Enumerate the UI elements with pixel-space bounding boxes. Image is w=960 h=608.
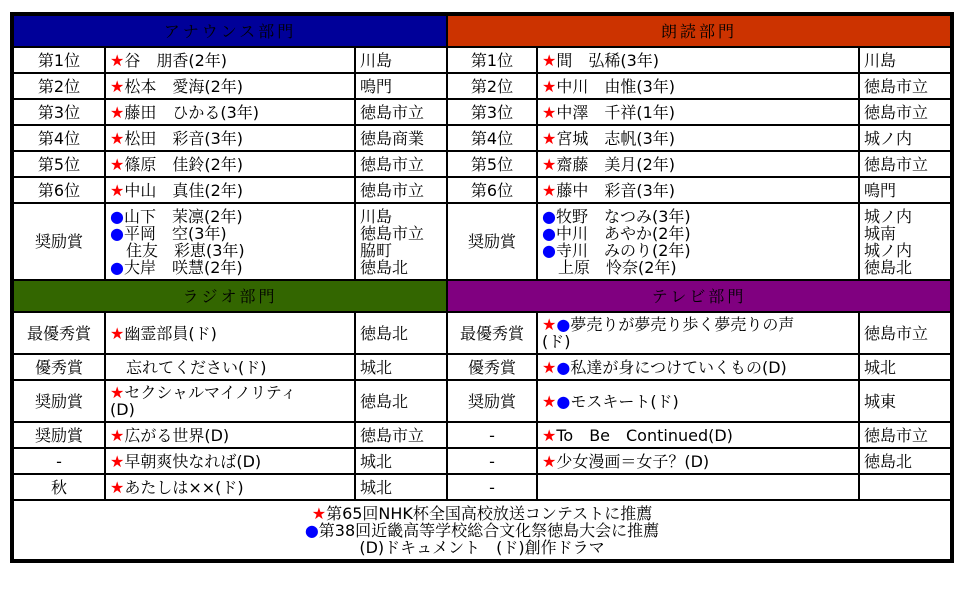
star-icon: ★ (542, 76, 557, 96)
rank-label: - (12, 448, 105, 474)
entry-cell (105, 380, 355, 422)
rank-label: 第5位 (447, 151, 537, 177)
rank-label: 第6位 (447, 177, 537, 203)
school-name: 徳島市立 (859, 151, 952, 177)
dot-icon: ● (556, 315, 571, 334)
school-name: 徳島市立 (859, 312, 952, 354)
school-name: 城ノ内 (859, 125, 952, 151)
star-icon: ★ (311, 503, 327, 523)
rank-label: - (447, 448, 537, 474)
school-cell (859, 203, 952, 280)
entrant-name: 谷 朋香(2年) (124, 50, 228, 70)
entry-cell (537, 47, 859, 73)
school-name: 徳島市立 (355, 177, 447, 203)
entry-cell (105, 203, 355, 280)
rank-label: 優秀賞 (12, 354, 105, 380)
star-icon: ★ (110, 180, 125, 200)
entry-cell (537, 380, 859, 422)
work-title: セクシャルマイノリティ (124, 383, 297, 402)
school-name: 徳島北 (859, 448, 952, 474)
star-icon: ★ (542, 102, 557, 122)
school-name: 徳島市立 (859, 422, 952, 448)
school-name: 鳴門 (355, 73, 447, 99)
entry-cell (105, 151, 355, 177)
work-title: モスキート(ド) (570, 391, 679, 411)
entrant-name: 宮城 志帆(3年) (556, 128, 676, 148)
star-icon: ★ (110, 425, 125, 445)
rank-label: - (447, 422, 537, 448)
school-name: 徳島市立 (355, 151, 447, 177)
work-title: 幽霊部員(ド) (124, 323, 217, 343)
entry-cell (105, 354, 355, 380)
entry-cell (105, 448, 355, 474)
entrant-name: 中川 由惟(3年) (556, 76, 676, 96)
school-name: 徳島市立 (859, 73, 952, 99)
star-icon: ★ (110, 323, 125, 343)
rank-label: 第5位 (12, 151, 105, 177)
entrant-name: 住友 彩恵(3年) (126, 240, 245, 260)
work-title: 私達が身につけていくもの(D) (570, 357, 787, 377)
entry-cell (537, 448, 859, 474)
dot-icon: ● (110, 257, 124, 277)
school-name: 川島 (859, 47, 952, 73)
work-title-suffix: (D) (110, 400, 135, 419)
entry-cell (537, 125, 859, 151)
dot-icon: ● (304, 520, 319, 540)
star-icon: ★ (542, 50, 557, 70)
star-icon: ★ (542, 357, 557, 377)
star-icon: ★ (542, 180, 557, 200)
star-icon: ★ (542, 128, 557, 148)
school-cell (355, 203, 447, 280)
rank-label: 奨励賞 (447, 203, 537, 280)
star-icon: ★ (542, 315, 557, 334)
entrant-name: 平岡 空(3年) (123, 223, 227, 243)
rank-label: 奨励賞 (447, 380, 537, 422)
rank-label: 秋 (12, 474, 105, 500)
table-row (12, 99, 952, 125)
entrant-name: 中澤 千祥(1年) (556, 102, 676, 122)
school-name: 徳島北 (360, 257, 409, 277)
school-name (859, 474, 952, 500)
rank-label: 第4位 (12, 125, 105, 151)
school-name: 川島 (355, 47, 447, 73)
school-name: 脇町 (360, 240, 393, 260)
entry-cell (537, 354, 859, 380)
star-icon: ★ (110, 154, 125, 174)
entrant-name: 間 弘稀(3年) (556, 50, 660, 70)
table-row-encouragement (12, 203, 952, 280)
rank-label: 最優秀賞 (12, 312, 105, 354)
entry-cell (537, 99, 859, 125)
school-name: 徳島商業 (355, 125, 447, 151)
school-name: 城北 (355, 448, 447, 474)
entry-cell (105, 99, 355, 125)
star-icon: ★ (542, 425, 557, 445)
dot-icon: ● (110, 206, 124, 226)
rank-label: 第1位 (447, 47, 537, 73)
entry-cell (537, 474, 859, 500)
entry-cell (105, 474, 355, 500)
work-title: 少女漫画＝女子？(D) (556, 451, 710, 471)
rank-label: 最優秀賞 (447, 312, 537, 354)
school-name: 城北 (859, 354, 952, 380)
star-icon: ★ (542, 451, 557, 471)
star-icon: ★ (110, 383, 125, 402)
entry-cell (537, 422, 859, 448)
entrant-name: 上原 怜奈(2年) (558, 257, 677, 277)
entrant-name: 松田 彩音(3年) (124, 128, 244, 148)
star-icon: ★ (110, 76, 125, 96)
entrant-name: 松本 愛海(2年) (124, 76, 244, 96)
school-name: 川島 (360, 206, 393, 226)
entry-cell (537, 151, 859, 177)
school-name: 鳴門 (859, 177, 952, 203)
rank-label: 第2位 (447, 73, 537, 99)
section-header-reading: 朗読部門 (447, 14, 952, 47)
rank-label: 第3位 (12, 99, 105, 125)
work-title: 忘れてください(ド) (126, 357, 267, 377)
rank-label: 第6位 (12, 177, 105, 203)
dot-icon: ● (110, 223, 124, 243)
entrant-name: 篠原 佳鈴(2年) (124, 154, 244, 174)
work-title-suffix: (ド) (542, 332, 571, 351)
entrant-name: 藤田 ひかる(3年) (124, 102, 260, 122)
table-row (12, 151, 952, 177)
legend-abbrev-text: (D)ドキュメント (ド)創作ドラマ (359, 537, 605, 557)
dot-icon: ● (542, 240, 556, 260)
results-table (10, 12, 954, 563)
star-icon: ★ (110, 50, 125, 70)
rank-label: 第3位 (447, 99, 537, 125)
star-icon: ★ (110, 451, 125, 471)
entrant-name: 山下 茉凛(2年) (123, 206, 243, 226)
entry-cell (105, 125, 355, 151)
legend-star-text: 第65回NHK杯全国高校放送コンテストに推薦 (326, 503, 653, 523)
section-header-radio: ラジオ部門 (12, 280, 447, 312)
entrant-name: 中山 真佳(2年) (124, 180, 244, 200)
rank-label: 第4位 (447, 125, 537, 151)
school-name: 徳島市立 (355, 99, 447, 125)
star-icon: ★ (110, 102, 125, 122)
school-name: 城ノ内 (864, 240, 913, 260)
rank-label: 奨励賞 (12, 203, 105, 280)
work-title: あたしは××(ド) (124, 477, 244, 497)
star-icon: ★ (110, 477, 125, 497)
entry-cell (537, 203, 859, 280)
school-name: 徳島市立 (355, 422, 447, 448)
dot-icon: ● (542, 206, 556, 226)
star-icon: ★ (110, 128, 125, 148)
work-title: To Be Continued(D) (556, 425, 733, 445)
rank-label: - (447, 474, 537, 500)
entry-cell (105, 47, 355, 73)
entry-cell (537, 73, 859, 99)
school-name: 徳島市立 (859, 99, 952, 125)
entrant-name: 寺川 みのり(2年) (555, 240, 691, 260)
school-name: 徳島市立 (360, 223, 425, 243)
entrant-name: 齋藤 美月(2年) (556, 154, 676, 174)
entry-cell (105, 73, 355, 99)
work-title: 夢売りが夢売り歩く夢売りの声 (570, 315, 795, 334)
entrant-name: 大岸 咲慧(2年) (123, 257, 243, 277)
table-row (12, 422, 952, 448)
results-document (10, 12, 954, 563)
rank-label: 第2位 (12, 73, 105, 99)
school-name: 徳島北 (864, 257, 913, 277)
table-row (12, 354, 952, 380)
entry-cell (105, 422, 355, 448)
section-header-announce: アナウンス部門 (12, 14, 447, 47)
table-row (12, 73, 952, 99)
school-name: 徳島北 (355, 312, 447, 354)
legend-dot-text: 第38回近畿高等学校総合文化祭徳島大会に推薦 (318, 520, 660, 540)
school-name: 城北 (355, 474, 447, 500)
table-row (12, 474, 952, 500)
table-row (12, 380, 952, 422)
school-name: 城ノ内 (864, 206, 913, 226)
school-name: 城東 (859, 380, 952, 422)
rank-label: 奨励賞 (12, 380, 105, 422)
entry-cell (105, 177, 355, 203)
table-row (12, 312, 952, 354)
school-name: 城北 (355, 354, 447, 380)
entry-cell (537, 177, 859, 203)
entrant-name: 中川 あやか(2年) (555, 223, 691, 243)
table-row (12, 47, 952, 73)
dot-icon: ● (556, 391, 571, 411)
table-row (12, 177, 952, 203)
entry-cell (105, 312, 355, 354)
table-row (12, 125, 952, 151)
section-header-tv: テレビ部門 (447, 280, 952, 312)
dot-icon: ● (542, 223, 556, 243)
star-icon: ★ (542, 391, 557, 411)
rank-label: 優秀賞 (447, 354, 537, 380)
dot-icon: ● (556, 357, 571, 377)
school-name: 徳島北 (355, 380, 447, 422)
entrant-name: 牧野 なつみ(3年) (555, 206, 691, 226)
rank-label: 第1位 (12, 47, 105, 73)
rank-label: 奨励賞 (12, 422, 105, 448)
table-row (12, 448, 952, 474)
legend-notes (12, 500, 952, 561)
work-title: 早朝爽快なれば(D) (124, 451, 262, 471)
entry-cell (537, 312, 859, 354)
work-title: 広がる世界(D) (124, 425, 230, 445)
entrant-name: 藤中 彩音(3年) (556, 180, 676, 200)
star-icon: ★ (542, 154, 557, 174)
school-name: 城南 (864, 223, 897, 243)
